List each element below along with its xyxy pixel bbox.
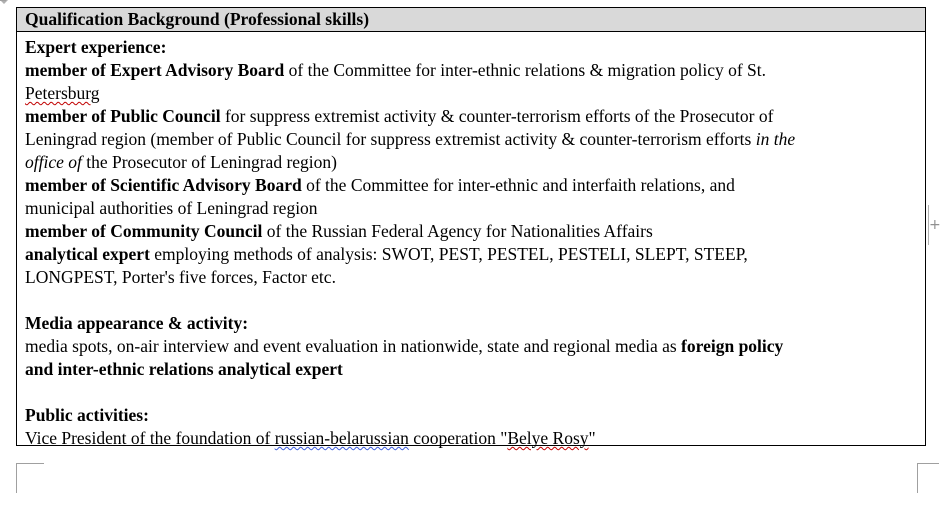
table-body-cell[interactable] xyxy=(17,32,925,450)
media-heading: Media appearance & activity: xyxy=(25,313,249,333)
blank-line xyxy=(25,289,917,312)
spellcheck-word-petersburg[interactable]: Petersburg xyxy=(25,83,100,103)
advisory-board-bold: member of Expert Advisory Board xyxy=(25,60,285,80)
analytical-expert-line2: LONGPEST, Porter's five forces, Factor etc. xyxy=(25,267,336,287)
add-column-plus-icon[interactable]: + xyxy=(928,205,939,245)
public-council-text: for suppress extremist activity & counter-terrorism efforts of the Prosecutor of xyxy=(220,106,774,126)
public-council-bold: member of Public Council xyxy=(25,106,221,126)
qualification-table xyxy=(16,7,926,446)
table-header-text: Qualification Background (Professional skills) xyxy=(25,9,370,29)
media-line2: and inter-ethnic relations analytical expert xyxy=(25,359,343,379)
media-line1: media spots, on-air interview and event evaluation in nationwide, state and regional media as foreign policy xyxy=(25,336,784,356)
public-council-line2: Leningrad region (member of Public Council for suppress extremist activity & counter-terrorism efforts in the xyxy=(25,129,796,149)
public-council-line1 xyxy=(25,105,917,128)
scientific-board-line1: member of Scientific Advisory Board of the Committee for inter-ethnic and interfaith relations, and xyxy=(25,175,735,195)
community-council-bold: member of Community Council xyxy=(25,221,263,241)
public-heading: Public activities: xyxy=(25,405,149,425)
public-line1: Vice President of the foundation of russian-belarussian cooperation "Belye Rosy" xyxy=(25,428,596,448)
analytical-expert-bold: analytical expert xyxy=(25,244,150,264)
spellcheck-word-belye-rosy[interactable]: Belye Rosy xyxy=(507,428,589,448)
scientific-board-bold: member of Scientific Advisory Board xyxy=(25,175,302,195)
page-margin-mark xyxy=(917,463,939,464)
community-council-line: member of Community Council of the Russian Federal Agency for Nationalities Affairs xyxy=(25,221,653,241)
table-header[interactable] xyxy=(17,8,925,32)
expert-heading: Expert experience: xyxy=(25,37,167,57)
page-margin-mark xyxy=(16,463,17,493)
blank-line xyxy=(25,381,917,404)
public-council-line3: office of the Prosecutor of Leningrad region) xyxy=(25,152,337,172)
advisory-board-text: of the Committee for inter-ethnic relations & migration policy of St. xyxy=(284,60,767,80)
advisory-board-line1 xyxy=(25,59,917,82)
advisory-board-line2 xyxy=(25,82,917,105)
spellcheck-word-russian-belarussian[interactable]: russian-belarussian xyxy=(274,428,409,448)
analytical-expert-line1: analytical expert employing methods of analysis: SWOT, PEST, PESTEL, PESTELI, SLEPT, STEEP, xyxy=(25,244,748,264)
page-margin-mark xyxy=(0,0,6,1)
page-margin-mark xyxy=(16,463,44,464)
scientific-board-line2: municipal authorities of Leningrad region xyxy=(25,198,318,218)
page-margin-mark xyxy=(917,463,918,493)
